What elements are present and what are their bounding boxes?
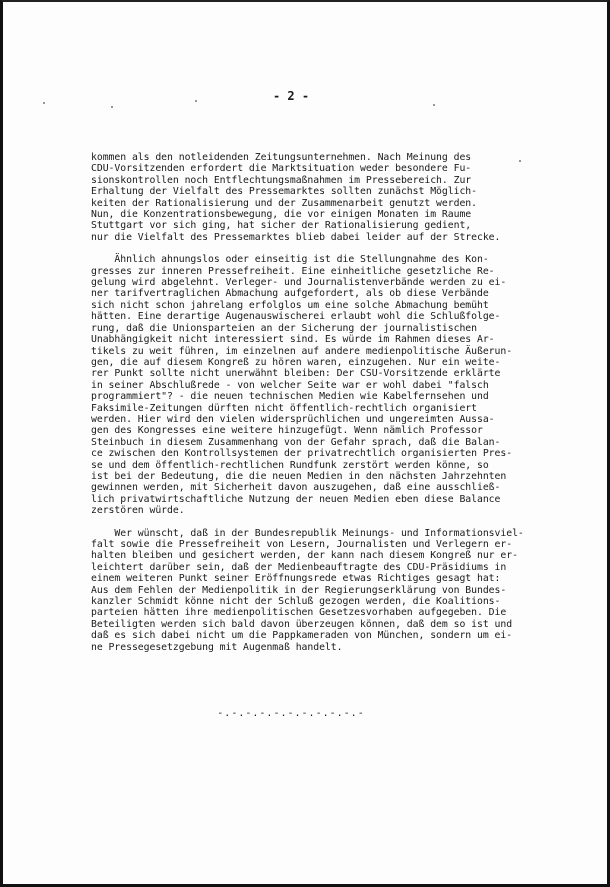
text-line: halten bleiben und gesichert werden, der kann nach diesem Kongreß nur er- [91, 550, 518, 562]
text-line: se und dem öffentlich-rechtlichen Rundfunk zerstört werden könne, so [91, 459, 489, 471]
text-line: nur die Vielfalt des Pressemarktes blieb dabei leider auf der Strecke. [91, 231, 501, 243]
text-line: daß es sich dabei nicht um die Pappkameraden von München, sondern um ei- [91, 630, 513, 642]
page-number: - 2 - [272, 89, 310, 103]
paragraph-3 [91, 528, 591, 653]
end-separator: -.-.-.-.-.-.-.-.-.-.- [217, 708, 365, 719]
text-line: rung, daß die Unionsparteien an der Sicherung der journalistischen [91, 322, 477, 334]
text-line: Unabhängigkeit nicht interessiert sind. Es würde im Rahmen dieses Ar- [91, 334, 495, 346]
paragraph-gap [91, 517, 591, 528]
text-line: Steinbuch in diesem Zusammenhang von der Gefahr sprach, daß die Balan- [91, 436, 501, 448]
scan-speck [433, 104, 435, 106]
text-line: gelung wird abgelehnt. Verleger- und Journalistenverbände werden zu ei- [91, 277, 507, 289]
text-line: zerstören würde. [91, 505, 185, 517]
text-line: in seiner Abschlußrede - von welcher Seite war er wohl dabei "falsch [91, 379, 489, 391]
paragraph-gap [91, 243, 591, 254]
paragraph-1 [91, 152, 591, 243]
text-line: gen des Kongresses eine weitere hinzugefügt. Wenn nämlich Professor [91, 425, 483, 437]
text-line: Ähnlich ahnungslos oder einseitig ist die Stellungnahme des Kon- [91, 254, 489, 266]
text-line: ner tarifvertraglichen Abmachung aufgefordert, als ob diese Verbände [91, 288, 489, 300]
text-line: keiten der Rationalisierung und der Zusammenarbeit genutzt werden. [91, 197, 477, 209]
text-line: falt sowie die Pressefreiheit von Lesern, Journalisten und Verlegern er- [91, 539, 513, 550]
text-line: parteien hätten ihre medienpolitischen Gesetzesvorhaben aufgegeben. Die [91, 607, 507, 619]
text-line: leichtert darüber sein, daß der Medienbeauftragte des CDU-Präsidiums in [91, 561, 507, 573]
text-line: gen, die auf diesem Kongreß zu hören waren, einzugehen. Nur ein weite- [91, 356, 501, 368]
scan-speck [195, 100, 197, 102]
text-line: sich nicht schon jahrelang erfolglos um eine solche Abmachung bemüht [91, 299, 489, 311]
paragraph-2 [91, 254, 591, 516]
scan-speck [111, 106, 113, 108]
text-line: gresses zur inneren Pressefreiheit. Eine einheitliche gesetzliche Re- [91, 265, 495, 277]
text-line: werden. Hier wird den vielen widersprüchlichen und ungereimten Aussa- [91, 413, 495, 425]
text-line: ce zwischen den Kontrollsystemen der privatrechtlich organisierten Pres- [91, 448, 513, 460]
text-line: CDU-Vorsitzenden erfordert die Marktsituation weder besondere Fu- [91, 163, 472, 175]
text-line: gewinnen werden, mit Sicherheit davon auszugehen, daß eine ausschließ- [91, 482, 501, 494]
text-line: Aus dem Fehlen der Medienpolitik in der Regierungserklärung von Bundes- [91, 584, 507, 596]
text-line: ne Pressegesetzgebung mit Augenmaß handelt. [91, 641, 343, 653]
text-line: tikels zu weit führen, im einzelnen auf andere medienpolitische Äußerun- [91, 345, 513, 357]
text-line: Wer wünscht, daß in der Bundesrepublik Meinungs- und Informationsviel- [91, 527, 524, 539]
document-body [91, 152, 591, 653]
text-line: Faksimile-Zeitungen dürften nicht öffentlich-rechtlich organisiert [91, 402, 477, 414]
text-line: Stuttgart vor sich ging, hat sicher der Rationalisierung gedient, [91, 220, 472, 232]
text-line: einem weiteren Punkt seiner Eröffnungsrede etwas Richtiges gesagt hat: [91, 573, 501, 585]
text-line: Beteiligten werden sich bald davon überzeugen können, daß dem so ist und [91, 618, 513, 630]
text-line: programmiert"? - die neuen technischen Medien wie Kabelfernsehen und [91, 391, 489, 403]
text-line: lich privatwirtschaftliche Nutzung der neuen Medien eben diese Balance [91, 493, 501, 505]
text-line: kommen als den notleidenden Zeitungsunternehmen. Nach Meinung des [91, 152, 472, 163]
text-line: rer Punkt sollte nicht unerwähnt bleiben: Der CSU-Vorsitzende erklärte [91, 368, 501, 380]
text-line: Erhaltung der Vielfalt des Pressemarktes sollten zunächst Möglich- [91, 186, 477, 198]
scan-speck [43, 102, 45, 104]
scan-speck [519, 160, 521, 162]
text-line: ist bei der Bedeutung, die die neuen Medien in den nächsten Jahrzehnten [91, 470, 507, 482]
text-line: hätten. Eine derartige Augenauswischerei erlaubt wohl die Schlußfolge- [91, 311, 501, 323]
text-line: kanzler Schmidt könne nicht der Schluß gezogen werden, die Koalitions- [91, 596, 501, 608]
text-line: Nun, die Konzentrationsbewegung, die vor einigen Monaten im Raume [91, 209, 472, 221]
text-line: sionskontrollen noch Entflechtungsmaßnahmen im Pressebereich. Zur [91, 174, 472, 186]
